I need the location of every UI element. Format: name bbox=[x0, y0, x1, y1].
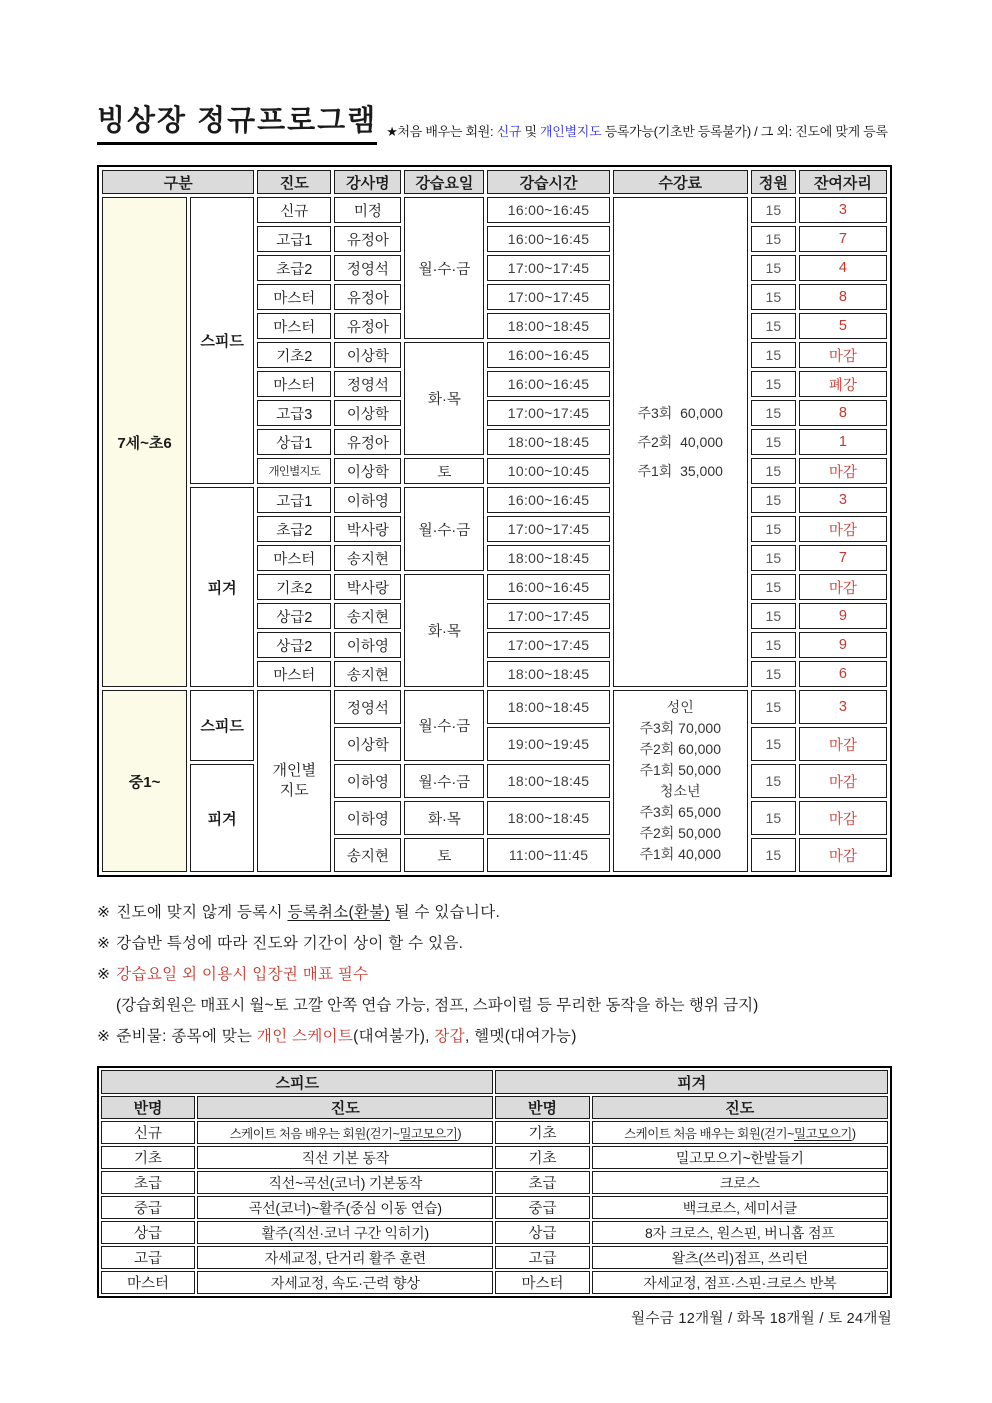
fee-cell-adult-youth bbox=[613, 690, 748, 872]
capacity-cell: 15 bbox=[751, 400, 796, 426]
teacher-cell: 박사랑 bbox=[334, 574, 401, 600]
teacher-cell: 유정아 bbox=[334, 429, 401, 455]
capacity-cell: 15 bbox=[751, 313, 796, 339]
time-cell: 18:00~18:45 bbox=[487, 545, 609, 571]
note-marker: ※ bbox=[97, 1028, 111, 1046]
fee-line: 주1회 50,000 bbox=[639, 762, 721, 779]
level-cell: 고급1 bbox=[257, 226, 331, 252]
seats-cell: 7 bbox=[799, 226, 887, 252]
teacher-cell: 이하영 bbox=[334, 801, 401, 835]
level-cell: 기초2 bbox=[257, 574, 331, 600]
progress-cell: 크로스 bbox=[592, 1171, 888, 1194]
time-cell: 11:00~11:45 bbox=[487, 838, 609, 872]
title-note-text: 및 bbox=[521, 124, 541, 140]
title-row bbox=[97, 103, 892, 145]
column-header-fee: 수강료 bbox=[613, 170, 748, 194]
note-line-equipment: ※ 준비물: 종목에 맞는 개인 스케이트(대여불가), 장갑, 헬멧(대여가능) bbox=[97, 1028, 577, 1046]
column-header-level: 진도 bbox=[257, 170, 331, 194]
capacity-cell: 15 bbox=[751, 371, 796, 397]
seats-cell: 7 bbox=[799, 545, 887, 571]
progress-cell: 자세교정, 속도·근력 향상 bbox=[197, 1271, 493, 1294]
seats-cell: 마감 bbox=[799, 764, 887, 798]
seats-cell: 3 bbox=[799, 487, 887, 513]
days-cell: 월·수·금 bbox=[404, 487, 484, 571]
title-note-private-label: 개인별지도 bbox=[540, 124, 602, 140]
group-cell-middle1-up: 중1~ bbox=[102, 690, 187, 872]
time-cell: 17:00~17:45 bbox=[487, 603, 609, 629]
progress-cell: 직선 기본 동작 bbox=[197, 1146, 493, 1169]
class-name-cell: 상급 bbox=[101, 1221, 195, 1244]
red-warning-text: 강습요일 외 이용시 입장권 매표 필수 bbox=[116, 966, 369, 984]
capacity-cell: 15 bbox=[751, 197, 796, 223]
seats-cell: 폐강 bbox=[799, 371, 887, 397]
star-icon: ★ bbox=[386, 124, 398, 140]
time-cell: 16:00~16:45 bbox=[487, 574, 609, 600]
teacher-cell: 이하영 bbox=[334, 487, 401, 513]
class-name-cell: 기초 bbox=[495, 1121, 589, 1144]
class-name-cell: 초급 bbox=[495, 1171, 589, 1194]
seats-cell: 1 bbox=[799, 429, 887, 455]
note-line-refund: ※ 진도에 맞지 않게 등록시 등록취소(환불) 될 수 있습니다. bbox=[97, 904, 501, 922]
title-note-text: 처음 배우는 회원: bbox=[397, 124, 497, 140]
teacher-cell: 송지현 bbox=[334, 838, 401, 872]
underlined-refund-text: 등록취소(환불) bbox=[287, 904, 391, 922]
capacity-cell: 15 bbox=[751, 284, 796, 310]
level-cell: 고급3 bbox=[257, 400, 331, 426]
time-cell: 17:00~17:45 bbox=[487, 255, 609, 281]
seats-cell: 마감 bbox=[799, 801, 887, 835]
days-cell: 토 bbox=[404, 838, 484, 872]
level-cell: 마스터 bbox=[257, 284, 331, 310]
level-cell: 기초2 bbox=[257, 342, 331, 368]
seats-cell: 8 bbox=[799, 284, 887, 310]
level-cell: 상급2 bbox=[257, 603, 331, 629]
days-cell: 월·수·금 bbox=[404, 764, 484, 798]
time-cell: 18:00~18:45 bbox=[487, 764, 609, 798]
level-cell: 고급1 bbox=[257, 487, 331, 513]
teacher-cell: 이하영 bbox=[334, 764, 401, 798]
column-header-days: 강습요일 bbox=[404, 170, 484, 194]
duration-footer: 월수금 12개월 / 화목 18개월 / 토 24개월 bbox=[631, 1311, 892, 1328]
capacity-cell: 15 bbox=[751, 801, 796, 835]
fee-cell-children bbox=[613, 197, 748, 687]
section-cell-speed: 스피드 bbox=[190, 197, 254, 484]
seats-cell: 마감 bbox=[799, 838, 887, 872]
days-cell: 화·목 bbox=[404, 801, 484, 835]
program-schedule-table bbox=[97, 165, 892, 877]
capacity-cell: 15 bbox=[751, 727, 796, 761]
class-name-cell: 마스터 bbox=[495, 1271, 589, 1294]
level-cell: 마스터 bbox=[257, 371, 331, 397]
note-marker: ※ bbox=[97, 904, 111, 922]
class-name-cell: 신규 bbox=[101, 1121, 195, 1144]
progress-cell: 백크로스, 세미서클 bbox=[592, 1196, 888, 1219]
fee-line: 주2회 50,000 bbox=[639, 825, 721, 842]
note-marker: ※ bbox=[97, 966, 111, 984]
seats-cell: 5 bbox=[799, 313, 887, 339]
column-header-seats-left: 잔여자리 bbox=[799, 170, 887, 194]
seats-cell: 6 bbox=[799, 661, 887, 687]
teacher-cell: 유정아 bbox=[334, 284, 401, 310]
progress-cell: 자세교정, 점프·스핀·크로스 반복 bbox=[592, 1271, 888, 1294]
level-cell-private-lesson: 개인별지도 bbox=[257, 690, 331, 872]
teacher-cell: 송지현 bbox=[334, 603, 401, 629]
column-header-capacity: 정원 bbox=[751, 170, 796, 194]
level-cell: 초급2 bbox=[257, 516, 331, 542]
capacity-cell: 15 bbox=[751, 458, 796, 484]
time-cell: 17:00~17:45 bbox=[487, 632, 609, 658]
capacity-cell: 15 bbox=[751, 603, 796, 629]
fee-line: 주3회 65,000 bbox=[639, 804, 721, 821]
teacher-cell: 미정 bbox=[334, 197, 401, 223]
column-header-teacher: 강사명 bbox=[334, 170, 401, 194]
days-cell: 화·목 bbox=[404, 342, 484, 455]
class-name-cell: 고급 bbox=[495, 1246, 589, 1269]
seats-cell: 마감 bbox=[799, 516, 887, 542]
class-name-cell: 초급 bbox=[101, 1171, 195, 1194]
level-cell: 상급2 bbox=[257, 632, 331, 658]
page-title: 빙상장 정규프로그램 bbox=[97, 103, 377, 145]
time-cell: 16:00~16:45 bbox=[487, 197, 609, 223]
red-skates-text: 개인 스케이트 bbox=[256, 1028, 354, 1046]
progress-header: 진도 bbox=[197, 1096, 493, 1119]
teacher-cell: 이상학 bbox=[334, 458, 401, 484]
note-marker: ※ bbox=[97, 935, 111, 953]
seats-cell: 마감 bbox=[799, 458, 887, 484]
progress-cell: 스케이트 처음 배우는 회원(걷기~밀고모으기) bbox=[592, 1121, 888, 1144]
progress-cell: 8자 크로스, 원스핀, 버니홉 점프 bbox=[592, 1221, 888, 1244]
seats-cell: 마감 bbox=[799, 342, 887, 368]
teacher-cell: 이상학 bbox=[334, 400, 401, 426]
fee-line: 주3회 60,000 bbox=[637, 404, 723, 421]
capacity-cell: 15 bbox=[751, 574, 796, 600]
teacher-cell: 이상학 bbox=[334, 727, 401, 761]
fee-line: 주2회 60,000 bbox=[639, 741, 721, 758]
note-line-progress: ※ 강습반 특성에 따라 진도와 기간이 상이 할 수 있음. bbox=[97, 935, 464, 953]
notes-section bbox=[97, 897, 892, 1052]
seats-cell: 3 bbox=[799, 197, 887, 223]
capacity-cell: 15 bbox=[751, 838, 796, 872]
section-cell-figure: 피겨 bbox=[190, 764, 254, 872]
progress-cell: 직선~곡선(코너) 기본동작 bbox=[197, 1171, 493, 1194]
teacher-cell: 정영석 bbox=[334, 255, 401, 281]
teacher-cell: 유정아 bbox=[334, 313, 401, 339]
seats-cell: 3 bbox=[799, 690, 887, 724]
level-cell: 마스터 bbox=[257, 313, 331, 339]
teacher-cell: 송지현 bbox=[334, 661, 401, 687]
figure-section-header: 피겨 bbox=[495, 1070, 888, 1094]
capacity-cell: 15 bbox=[751, 764, 796, 798]
class-name-cell: 마스터 bbox=[101, 1271, 195, 1294]
teacher-cell: 정영석 bbox=[334, 690, 401, 724]
days-cell: 월·수·금 bbox=[404, 197, 484, 339]
capacity-cell: 15 bbox=[751, 429, 796, 455]
fee-line: 주1회 40,000 bbox=[639, 846, 721, 863]
time-cell: 17:00~17:45 bbox=[487, 516, 609, 542]
class-name-cell: 상급 bbox=[495, 1221, 589, 1244]
level-cell: 마스터 bbox=[257, 545, 331, 571]
class-name-cell: 기초 bbox=[495, 1146, 589, 1169]
time-cell: 16:00~16:45 bbox=[487, 226, 609, 252]
teacher-cell: 송지현 bbox=[334, 545, 401, 571]
time-cell: 16:00~16:45 bbox=[487, 342, 609, 368]
fee-line: 성인 bbox=[666, 699, 694, 716]
capacity-cell: 15 bbox=[751, 255, 796, 281]
time-cell: 18:00~18:45 bbox=[487, 801, 609, 835]
progress-cell: 스케이트 처음 배우는 회원(걷기~밀고모으기) bbox=[197, 1121, 493, 1144]
time-cell: 17:00~17:45 bbox=[487, 400, 609, 426]
time-cell: 18:00~18:45 bbox=[487, 429, 609, 455]
time-cell: 16:00~16:45 bbox=[487, 371, 609, 397]
level-cell: 마스터 bbox=[257, 661, 331, 687]
capacity-cell: 15 bbox=[751, 516, 796, 542]
class-name-cell: 기초 bbox=[101, 1146, 195, 1169]
fee-line: 주3회 70,000 bbox=[639, 720, 721, 737]
seats-cell: 8 bbox=[799, 400, 887, 426]
teacher-cell: 이하영 bbox=[334, 632, 401, 658]
capacity-cell: 15 bbox=[751, 661, 796, 687]
teacher-cell: 이상학 bbox=[334, 342, 401, 368]
capacity-cell: 15 bbox=[751, 632, 796, 658]
seats-cell: 마감 bbox=[799, 727, 887, 761]
title-note-text: 등록가능(기초반 등록불가) / 그 외: 진도에 맞게 등록 bbox=[601, 124, 888, 140]
column-header-time: 강습시간 bbox=[487, 170, 609, 194]
time-cell: 19:00~19:45 bbox=[487, 727, 609, 761]
teacher-cell: 유정아 bbox=[334, 226, 401, 252]
time-cell: 18:00~18:45 bbox=[487, 661, 609, 687]
column-header-category: 구분 bbox=[102, 170, 254, 194]
level-cell: 초급2 bbox=[257, 255, 331, 281]
capacity-cell: 15 bbox=[751, 487, 796, 513]
fee-line: 주2회 40,000 bbox=[637, 433, 723, 450]
class-name-header: 반명 bbox=[101, 1096, 195, 1119]
note-line-ticket bbox=[97, 959, 892, 990]
seats-cell: 마감 bbox=[799, 574, 887, 600]
note-line-practice-rule: (강습회원은 매표시 월~토 고깔 안쪽 연습 가능, 점프, 스파이럴 등 무리한 동작을 하는 행위 금지) bbox=[116, 997, 759, 1015]
title-note-new-label: 신규 bbox=[496, 124, 522, 140]
time-cell: 18:00~18:45 bbox=[487, 313, 609, 339]
time-cell: 18:00~18:45 bbox=[487, 690, 609, 724]
level-cell: 개인별지도 bbox=[257, 458, 331, 484]
days-cell: 월·수·금 bbox=[404, 690, 484, 761]
time-cell: 16:00~16:45 bbox=[487, 487, 609, 513]
capacity-cell: 15 bbox=[751, 690, 796, 724]
capacity-cell: 15 bbox=[751, 226, 796, 252]
progress-cell: 활주(직선·코너 구간 익히기) bbox=[197, 1221, 493, 1244]
class-name-cell: 중급 bbox=[495, 1196, 589, 1219]
level-cell: 상급1 bbox=[257, 429, 331, 455]
seats-cell: 4 bbox=[799, 255, 887, 281]
seats-cell: 9 bbox=[799, 632, 887, 658]
time-cell: 17:00~17:45 bbox=[487, 284, 609, 310]
days-cell: 토 bbox=[404, 458, 484, 484]
teacher-cell: 정영석 bbox=[334, 371, 401, 397]
class-name-cell: 고급 bbox=[101, 1246, 195, 1269]
group-cell-age-7-to-elem6: 7세~초6 bbox=[102, 197, 187, 687]
days-cell: 화·목 bbox=[404, 574, 484, 687]
time-cell: 10:00~10:45 bbox=[487, 458, 609, 484]
progress-header: 진도 bbox=[592, 1096, 888, 1119]
fee-line: 주1회 35,000 bbox=[637, 462, 723, 479]
seats-cell: 9 bbox=[799, 603, 887, 629]
red-gloves-text: 장갑 bbox=[434, 1028, 465, 1046]
progress-cell: 왈츠(쓰리)점프, 쓰리턴 bbox=[592, 1246, 888, 1269]
class-name-cell: 중급 bbox=[101, 1196, 195, 1219]
class-name-header: 반명 bbox=[495, 1096, 589, 1119]
progress-cell: 밀고모으기~한발들기 bbox=[592, 1146, 888, 1169]
section-cell-speed: 스피드 bbox=[190, 690, 254, 761]
progress-cell: 자세교정, 단거리 활주 훈련 bbox=[197, 1246, 493, 1269]
fee-line: 청소년 bbox=[659, 783, 701, 800]
section-cell-figure: 피겨 bbox=[190, 487, 254, 687]
speed-section-header: 스피드 bbox=[101, 1070, 493, 1094]
capacity-cell: 15 bbox=[751, 342, 796, 368]
teacher-cell: 박사랑 bbox=[334, 516, 401, 542]
title-note bbox=[386, 121, 887, 145]
level-cell: 신규 bbox=[257, 197, 331, 223]
level-guide-table bbox=[97, 1066, 892, 1298]
progress-cell: 곡선(코너)~활주(중심 이동 연습) bbox=[197, 1196, 493, 1219]
capacity-cell: 15 bbox=[751, 545, 796, 571]
